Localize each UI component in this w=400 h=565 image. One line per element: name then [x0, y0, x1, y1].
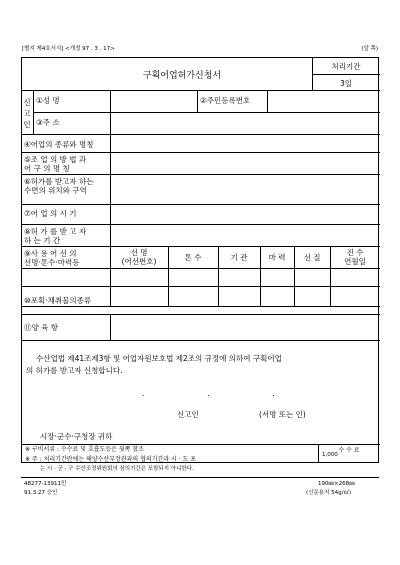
- statement-line-2: 의 허가를 받고자 신청합니다.: [26, 366, 123, 375]
- applicant-group-2: 고: [23, 109, 31, 118]
- field-landing-port: ⑪양 육 항: [24, 323, 59, 332]
- col-tonnage: 톤 수: [184, 253, 202, 262]
- note-docs: ※ 구비서류 : 수수료 및 호흡도등은 뒷쪽 참조: [25, 446, 144, 453]
- applicant-group-3: 인: [23, 120, 31, 129]
- field-vessel-2: 선명·톤수·마력등: [24, 258, 80, 267]
- col-vessel-name-2: (어선번호): [121, 257, 157, 266]
- field-period: ⑦어 업 의 시 기: [24, 209, 77, 218]
- footer-approval-1: 48277-13911민: [24, 481, 67, 487]
- col-launch-1: 진 수: [346, 248, 364, 257]
- page-side-label: (앞 쪽): [361, 46, 378, 52]
- field-method-1: ⑤조 업 의 방 법 과: [24, 155, 87, 164]
- col-vessel-name-1: 선 명: [130, 248, 148, 257]
- field-permit-period-2: 하 는 기 간: [24, 236, 61, 245]
- col-launch-2: 연월일: [344, 257, 366, 266]
- field-fishery-type: ④어업의 종류와 명칭: [24, 140, 94, 149]
- field-address: ③주 소: [36, 118, 60, 127]
- date-dots: . . .: [142, 389, 305, 398]
- field-permit-location-1: ⑥허가를 받고자 하는: [24, 177, 94, 186]
- form-title: 구획어업허가신청서: [142, 71, 222, 81]
- application-form: [21, 57, 379, 463]
- footer-size: 190㎜×268㎜: [318, 481, 355, 487]
- applicant-group-1: 신: [23, 98, 31, 107]
- signer-sign: (서명 또는 인): [259, 410, 306, 419]
- field-name: ①성 명: [36, 96, 60, 105]
- processing-period-label: 처리기간: [331, 62, 361, 71]
- note-period-2: 는 시 · 군 · 구 수산조정위원회의 심의기간은 포함되지 아니한다.: [40, 466, 194, 472]
- col-horsepower: 마 력: [268, 253, 286, 262]
- addressee: 시장·군수·구청장 귀하: [40, 432, 113, 441]
- fee-value: 1,000: [322, 452, 338, 458]
- footer-paper: (신문용지 54g/㎡): [306, 490, 352, 496]
- processing-period-value: 3일: [339, 79, 353, 88]
- field-species: ⑩포획·채취물의종류: [24, 296, 92, 305]
- field-resident-id: ②주민등록번호: [200, 96, 251, 105]
- form-number: [별지 제4호서식] <개정 97 . 3 . 17>: [22, 46, 115, 52]
- statement-line-1: 수산업법 제41조제3항 및 어업자원보호법 제2조의 규정에 의하여 구획어업: [36, 354, 282, 363]
- signer-label: 신고인: [177, 410, 199, 419]
- note-period-1: ※ 주 : 처리기간란에는 해양수산부장관과의 협의기간과 시 · 도 포: [25, 456, 197, 463]
- field-method-2: 어 구 의 명 칭: [24, 164, 70, 173]
- col-engine: 기 관: [230, 253, 248, 262]
- field-permit-period-1: ⑧허 가 를 받 고 자: [24, 227, 87, 236]
- footer-approval-2: 91.3.27 승인: [24, 490, 58, 496]
- col-hull: 선 질: [303, 253, 321, 262]
- field-vessel-1: ⑨사 용 어 선 의: [24, 249, 77, 258]
- field-permit-location-2: 수면의 위치와 구역: [24, 186, 87, 195]
- fee-label: 수 수 료: [338, 447, 360, 454]
